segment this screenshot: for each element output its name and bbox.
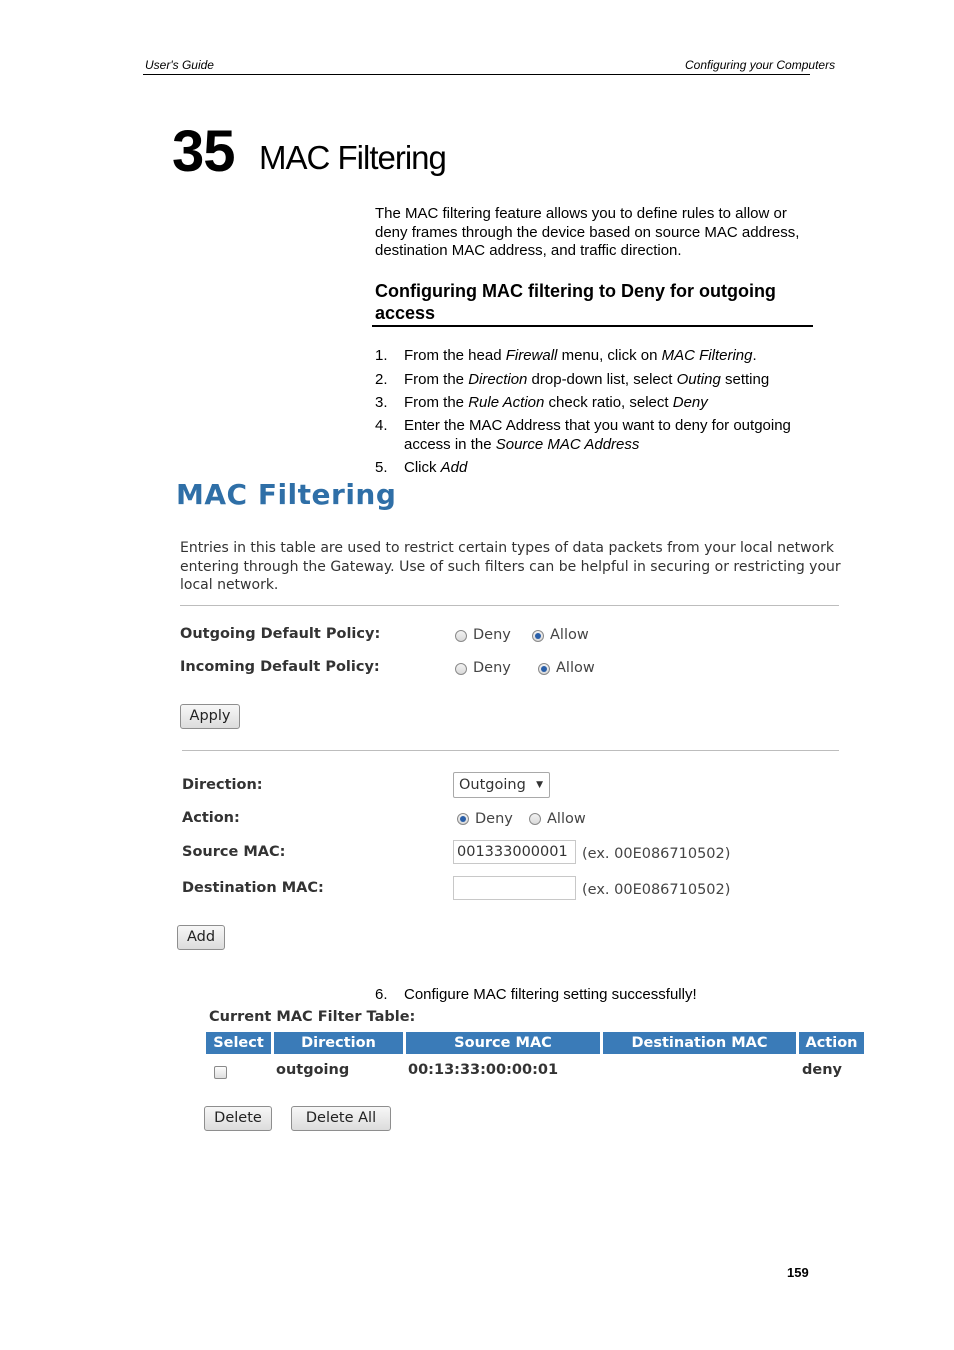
step-text: Enter the MAC Address that you want to deny for outgoing access in the Source MAC Address — [404, 417, 791, 453]
destination-mac-hint: (ex. 00E086710502) — [582, 882, 731, 898]
destination-mac-input[interactable] — [453, 876, 576, 900]
source-mac-input[interactable]: 001333000001 — [453, 840, 576, 864]
direction-label: Direction: — [182, 777, 263, 793]
divider — [182, 750, 839, 751]
delete-all-button[interactable]: Delete All — [291, 1106, 391, 1131]
step-number: 1. — [375, 347, 388, 364]
step-text: From the Direction drop-down list, select Outing setting — [404, 371, 770, 388]
outgoing-deny-radio[interactable] — [455, 630, 467, 642]
incoming-deny-label: Deny — [473, 660, 511, 676]
column-header-destination-mac: Destination MAC — [603, 1032, 796, 1054]
divider — [180, 605, 839, 606]
direction-select[interactable] — [453, 772, 550, 798]
source-mac-label: Source MAC: — [182, 844, 286, 860]
step-number: 5. — [375, 459, 388, 476]
step-number: 2. — [375, 371, 388, 388]
step-4 — [375, 416, 825, 456]
step-5 — [375, 458, 825, 478]
destination-mac-label: Destination MAC: — [182, 880, 324, 896]
apply-button[interactable]: Apply — [180, 704, 240, 729]
column-header-direction: Direction — [274, 1032, 403, 1054]
ui-page-title: MAC Filtering — [176, 478, 397, 511]
action-deny-radio[interactable] — [457, 813, 469, 825]
incoming-policy-label: Incoming Default Policy: — [180, 659, 380, 675]
step-3 — [375, 393, 825, 413]
column-header-source-mac: Source MAC — [406, 1032, 600, 1054]
row-action: deny — [802, 1062, 842, 1078]
step-6 — [375, 985, 825, 1005]
action-deny-label: Deny — [475, 811, 513, 827]
outgoing-deny-label: Deny — [473, 627, 511, 643]
chapter-number: 35 — [172, 119, 235, 184]
step-1 — [375, 346, 825, 366]
step-number: 4. — [375, 417, 388, 434]
row-source-mac: 00:13:33:00:00:01 — [408, 1062, 559, 1078]
step-2 — [375, 370, 825, 390]
incoming-deny-radio[interactable] — [455, 663, 467, 675]
outgoing-allow-radio[interactable] — [532, 630, 544, 642]
action-allow-radio[interactable] — [529, 813, 541, 825]
row-direction: outgoing — [276, 1062, 350, 1078]
chapter-title: MAC Filtering — [259, 139, 446, 176]
step-number: 3. — [375, 394, 388, 411]
page-number: 159 — [787, 1265, 809, 1280]
table-title: Current MAC Filter Table: — [209, 1009, 416, 1025]
intro-paragraph: The MAC filtering feature allows you to define rules to allow or deny frames through the device based on source MAC address, destination MAC address, and traffic direction. — [375, 205, 800, 259]
step-text: Click Add — [404, 459, 468, 476]
action-label: Action: — [182, 810, 240, 826]
incoming-allow-label: Allow — [556, 660, 595, 676]
delete-button[interactable]: Delete — [204, 1106, 272, 1131]
step-text: Configure MAC filtering setting successfully! — [404, 986, 697, 1003]
step-number: 6. — [375, 986, 388, 1003]
section-title: Configuring MAC filtering to Deny for outgoing access — [375, 281, 776, 323]
step-text: From the head Firewall menu, click on MAC Filtering. — [404, 347, 757, 364]
step-text: From the Rule Action check ratio, select Deny — [404, 394, 708, 411]
column-header-action: Action — [799, 1032, 864, 1054]
action-allow-label: Allow — [547, 811, 586, 827]
header-left: User's Guide — [145, 58, 214, 72]
column-header-select: Select — [206, 1032, 271, 1054]
header-rule — [143, 74, 810, 75]
outgoing-allow-label: Allow — [550, 627, 589, 643]
direction-value: Outgoing — [459, 777, 526, 793]
source-mac-hint: (ex. 00E086710502) — [582, 846, 731, 862]
incoming-allow-radio[interactable] — [538, 663, 550, 675]
add-button[interactable]: Add — [177, 925, 225, 950]
ui-description: Entries in this table are used to restrict certain types of data packets from your local network entering through the Gateway. Use of such filters can be helpful in securing or restricting your local network. — [180, 540, 841, 593]
row-select-checkbox[interactable] — [214, 1066, 227, 1079]
outgoing-policy-label: Outgoing Default Policy: — [180, 626, 381, 642]
chevron-down-icon: ▼ — [536, 780, 543, 790]
header-right: Configuring your Computers — [685, 58, 836, 72]
section-rule — [372, 325, 813, 327]
